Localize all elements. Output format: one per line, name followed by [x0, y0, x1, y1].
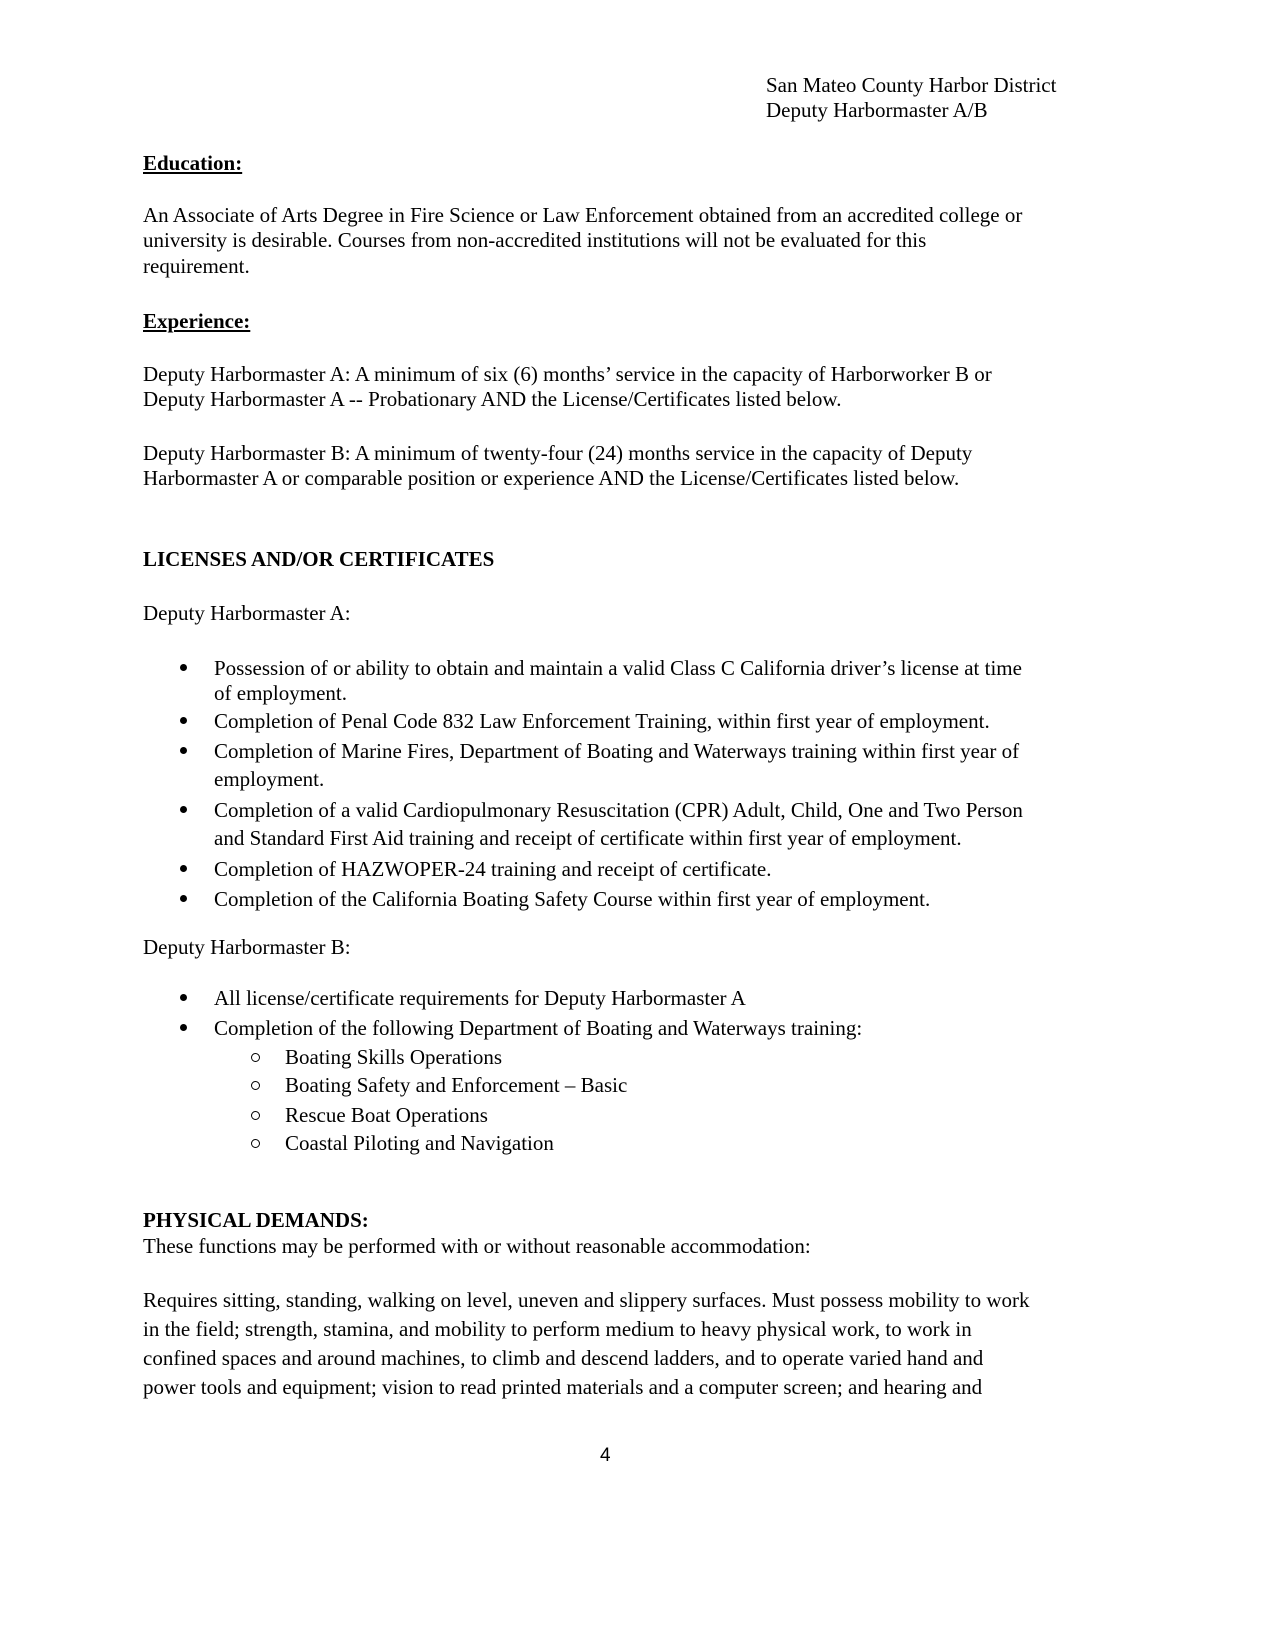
license-b-subitem: Coastal Piloting and Navigation: [285, 1131, 554, 1155]
physical-heading: PHYSICAL DEMANDS:: [143, 1208, 369, 1232]
license-a-item-cont: and Standard First Aid training and receipt of certificate within first year of employment.: [214, 826, 962, 850]
licenses-a-label: Deputy Harbormaster A:: [143, 601, 351, 625]
license-a-item: Completion of Penal Code 832 Law Enforcement Training, within first year of employment.: [214, 709, 990, 733]
physical-line: confined spaces and around machines, to climb and descend ladders, and to operate varied hand and: [143, 1346, 984, 1370]
license-b-item: Completion of the following Department of Boating and Waterways training:: [214, 1016, 863, 1040]
sub-bullet-icon: [251, 1111, 260, 1120]
experience-b-line: Deputy Harbormaster B: A minimum of twenty-four (24) months service in the capacity of Deputy: [143, 441, 973, 465]
physical-line: Requires sitting, standing, walking on level, uneven and slippery surfaces. Must possess mobility to work: [143, 1288, 1030, 1312]
sub-bullet-icon: [251, 1053, 260, 1062]
license-a-item: Completion of Marine Fires, Department of Boating and Waterways training within first year of: [214, 739, 1020, 763]
experience-b-line: Harbormaster A or comparable position or experience AND the License/Certificates listed below.: [143, 466, 960, 490]
experience-heading: Experience:: [143, 309, 251, 333]
education-line: university is desirable. Courses from non-accredited institutions will not be evaluated for this: [143, 228, 927, 252]
physical-line: power tools and equipment; vision to read printed materials and a computer screen; and hearing and: [143, 1375, 983, 1399]
bullet-icon: [180, 865, 187, 872]
experience-a-line: Deputy Harbormaster A -- Probationary AND the License/Certificates listed below.: [143, 387, 842, 411]
license-a-item: Completion of HAZWOPER-24 training and receipt of certificate.: [214, 857, 772, 881]
bullet-icon: [180, 895, 187, 902]
experience-a-line: Deputy Harbormaster A: A minimum of six (6) months’ service in the capacity of Harborworker B or: [143, 362, 992, 386]
sub-bullet-icon: [251, 1139, 260, 1148]
licenses-heading: LICENSES AND/OR CERTIFICATES: [143, 547, 495, 571]
license-b-item: All license/certificate requirements for Deputy Harbormaster A: [214, 986, 746, 1010]
page-number: 4: [600, 1445, 611, 1466]
license-b-subitem: Rescue Boat Operations: [285, 1103, 488, 1127]
header-org: San Mateo County Harbor District: [766, 73, 1057, 97]
license-a-item-cont: employment.: [214, 767, 325, 791]
bullet-icon: [180, 664, 187, 671]
education-line: requirement.: [143, 254, 250, 278]
bullet-icon: [180, 806, 187, 813]
header-title: Deputy Harbormaster A/B: [766, 98, 988, 122]
license-a-item: Completion of the California Boating Safety Course within first year of employment.: [214, 887, 931, 911]
bullet-icon: [180, 717, 187, 724]
license-b-subitem: Boating Safety and Enforcement – Basic: [285, 1073, 628, 1097]
license-b-subitem: Boating Skills Operations: [285, 1045, 502, 1069]
physical-intro: These functions may be performed with or without reasonable accommodation:: [143, 1234, 811, 1258]
license-a-item: Possession of or ability to obtain and maintain a valid Class C California driver’s license at time: [214, 656, 1022, 680]
education-heading: Education:: [143, 151, 243, 175]
licenses-b-label: Deputy Harbormaster B:: [143, 935, 351, 959]
physical-line: in the field; strength, stamina, and mobility to perform medium to heavy physical work, to work in: [143, 1317, 972, 1341]
license-a-item-cont: of employment.: [214, 681, 347, 705]
bullet-icon: [180, 747, 187, 754]
education-line: An Associate of Arts Degree in Fire Science or Law Enforcement obtained from an accredited college or: [143, 203, 1023, 227]
bullet-icon: [180, 994, 187, 1001]
bullet-icon: [180, 1024, 187, 1031]
license-a-item: Completion of a valid Cardiopulmonary Resuscitation (CPR) Adult, Child, One and Two Person: [214, 798, 1023, 822]
sub-bullet-icon: [251, 1081, 260, 1090]
